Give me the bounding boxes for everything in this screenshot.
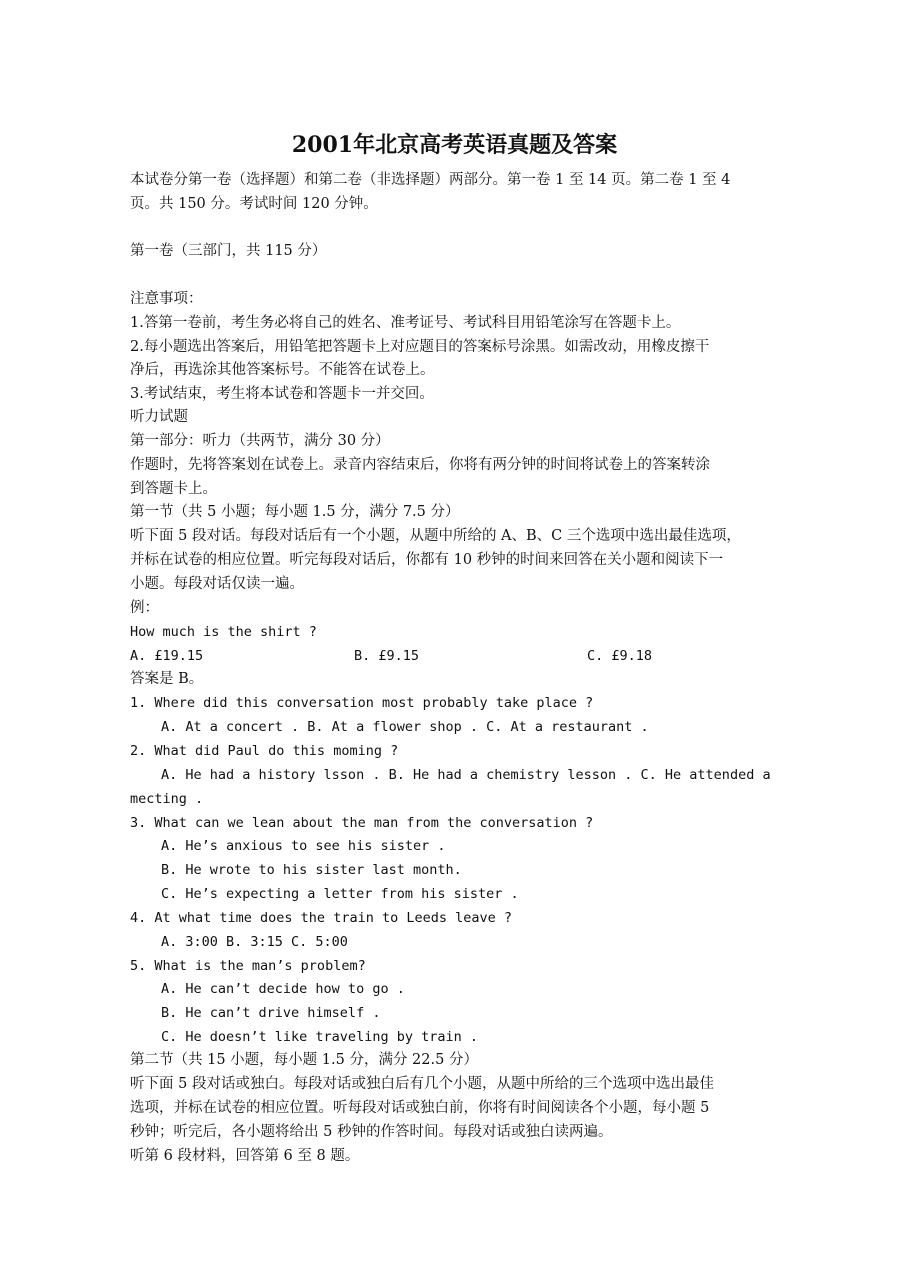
section-1-heading: 第一节（共 5 小题；每小题 1.5 分，满分 7.5 分） [130,504,460,520]
notice-item-1: 1.答第一卷前，考生务必将自己的姓名、准考证号、考试科目用铅笔涂写在答题卡上。 [130,315,681,331]
example-answer: 答案是 B。 [130,671,204,687]
volume-1-heading: 第一卷（三部门，共 115 分） [130,243,327,259]
question-2-options-cont: mecting . [130,791,204,807]
section-2-desc-b: 选项，并标在试卷的相应位置。听每段对话或独白前，你将有时间阅读各个小题，每小题 5 [130,1100,710,1116]
question-4: 4. At what time does the train to Leeds leave ? [130,910,513,926]
section-1-desc-b: 并标在试卷的相应位置。听完每段对话后，你都有 10 秒钟的时间来回答在关小题和阅读下一 [130,552,724,568]
question-5: 5. What is the man’s problem? [130,958,366,974]
section-2-desc-a: 听下面 5 段对话或独白。每段对话或独白后有几个小题，从题中所给的三个选项中选出最佳 [130,1076,714,1092]
example-question: How much is the shirt ? [130,624,317,640]
question-5-option-a: A. He can’t decide how to go . [161,981,405,997]
part-1-desc-a: 作题时，先将答案划在试卷上。录音内容结束后，你将有两分钟的时间将试卷上的答案转涂 [130,457,710,473]
question-3: 3. What can we lean about the man from the conversation ? [130,815,594,831]
question-3-option-c: C. He’s expecting a letter from his sister . [161,886,519,902]
intro-line-1: 本试卷分第一卷（选择题）和第二卷（非选择题）两部分。第一卷 1 至 14 页。第二卷 1 至 4 [130,172,731,188]
part-1-desc-b: 到答题卡上。 [130,481,217,497]
example-option-b: B. £9.15 [354,648,420,664]
question-3-option-a: A. He’s anxious to see his sister . [161,838,446,854]
question-1-options: A. At a concert . B. At a flower shop . C. At a restaurant . [161,719,649,735]
question-1: 1. Where did this conversation most probably take place ? [130,695,594,711]
notice-heading: 注意事项： [130,291,203,307]
section-2-heading: 第二节（共 15 小题，每小题 1.5 分，满分 22.5 分） [130,1052,478,1068]
example-option-c: C. £9.18 [587,648,653,664]
document-title: 2001年北京高考英语真题及答案 [291,132,618,158]
intro-line-2: 页。共 150 分。考试时间 120 分钟。 [130,196,378,212]
example-label: 例： [130,600,159,616]
question-5-option-b: B. He can’t drive himself . [161,1005,381,1021]
section-1-desc-c: 小题。每段对话仅读一遍。 [130,576,304,592]
material-6-instruction: 听第 6 段材料，回答第 6 至 8 题。 [130,1148,360,1164]
question-2-options: A. He had a history lsson . B. He had a chemistry lesson . C. He attended a [161,767,771,783]
section-2-desc-c: 秒钟；听完后，各小题将给出 5 秒钟的作答时间。每段对话或独白读两遍。 [130,1124,613,1140]
part-1-heading: 第一部分：听力（共两节，满分 30 分） [130,433,390,449]
notice-item-2b: 净后，再选涂其他答案标号。不能答在试卷上。 [130,362,435,378]
question-5-option-c: C. He doesn’t like traveling by train . [161,1029,478,1045]
question-3-option-b: B. He wrote to his sister last month. [161,862,462,878]
example-option-a: A. £19.15 [130,648,204,664]
notice-item-3: 3.考试结束，考生将本试卷和答题卡一并交回。 [130,386,434,402]
question-2: 2. What did Paul do this moming ? [130,743,399,759]
notice-item-2a: 2.每小题选出答案后，用铅笔把答题卡上对应题目的答案标号涂黑。如需改动，用橡皮擦干 [130,339,710,355]
question-4-options: A. 3:00 B. 3:15 C. 5:00 [161,934,348,950]
listening-title: 听力试题 [130,409,188,425]
section-1-desc-a: 听下面 5 段对话。每段对话后有一个小题，从题中所给的 A、B、C 三个选项中选出最佳选项， [130,528,741,544]
